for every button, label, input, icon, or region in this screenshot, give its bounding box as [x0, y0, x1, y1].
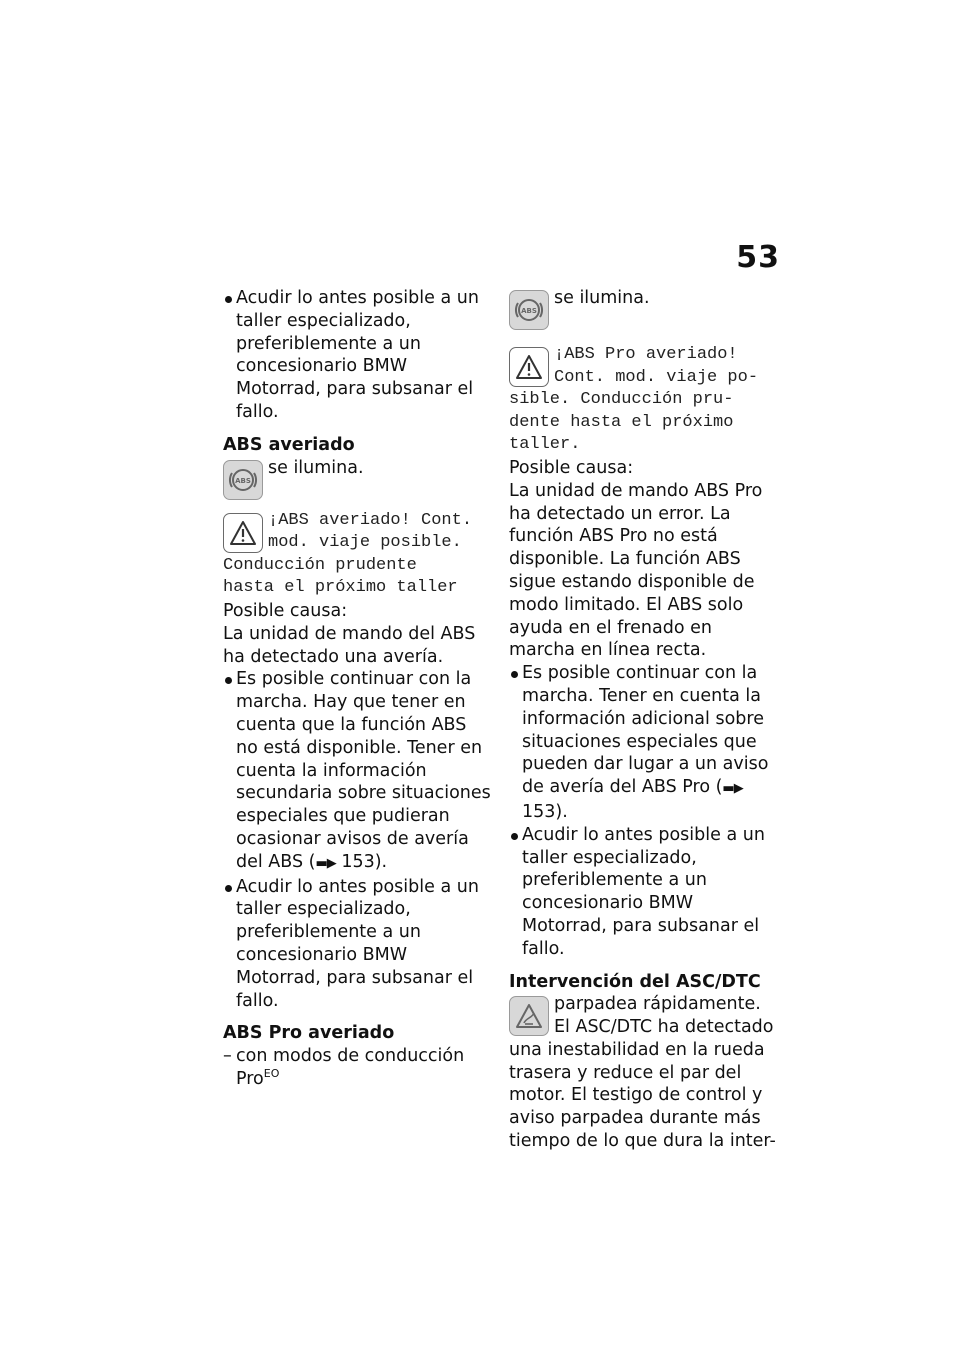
page-reference: 153).: [341, 851, 388, 872]
asc-dtc-text: parpadea rápidamente. El ASC/DTC ha detectado una inestabilidad en la rueda trasera y reduce el par del motor. El testigo de control y aviso parpadea durante más tiempo de lo que dura la inter-: [509, 994, 776, 1152]
abs-warning-light-icon: [509, 290, 549, 330]
warning-line: mod. viaje posible.: [268, 533, 462, 553]
left-column: [223, 287, 491, 1091]
asc-dtc-paragraph: [509, 993, 779, 1153]
warning-line: hasta el próximo taller: [223, 578, 458, 598]
page-reference-arrow-icon: ▬▶: [722, 781, 743, 797]
bullet-item: Es posible continuar con la marcha. Tener en cuenta la información adicional sobre situaciones especiales que pueden dar lugar a un aviso de avería del ABS Pro (▬▶ 153).: [509, 662, 779, 824]
bullet-item: Acudir lo antes posible a un taller especializado, preferiblemente a un concesionario BMW Motorrad, para subsanar el fallo.: [223, 287, 491, 424]
bullet-text: Es posible continuar con la marcha. Hay que tener en cuenta que la función ABS no está disponible. Tener en cuenta la información secundaria sobre situaciones especiales que pudieran ocasionar avisos de avería del ABS: [236, 669, 491, 872]
warning-line: dente hasta el próximo: [509, 412, 734, 432]
warning-line: ¡ABS Pro averiado!: [554, 345, 738, 364]
bullet-item: Acudir lo antes posible a un taller especializado, preferiblemente a un concesionario BMW Motorrad, para subsanar el fallo.: [223, 876, 491, 1013]
warning-message: [223, 510, 491, 600]
asc-dtc-warning-icon: [509, 996, 549, 1036]
cause-label: Posible causa:: [223, 600, 348, 621]
svg-text:ABS: ABS: [521, 307, 537, 315]
bullet-text: Es posible continuar con la marcha. Tener en cuenta la información adicional sobre situaciones especiales que pueden dar lugar a un aviso de avería del ABS Pro: [522, 663, 769, 798]
warning-line: Cont. mod. viaje po-: [554, 367, 759, 387]
cause-text: La unidad de mando del ABS ha detectado una avería.: [223, 623, 476, 667]
indicator-row: [223, 457, 491, 500]
warning-line: Conducción prudente: [223, 555, 417, 575]
indicator-text: se ilumina.: [554, 288, 650, 308]
indicator-text: se ilumina.: [268, 457, 364, 478]
warning-line: sible. Conducción pru-: [509, 390, 734, 410]
warning-line: taller.: [509, 435, 581, 455]
dash-item: [223, 1045, 491, 1091]
general-warning-triangle-icon: [223, 513, 263, 553]
svg-text:ABS: ABS: [235, 476, 251, 485]
warning-message: [509, 344, 779, 457]
right-column: [509, 287, 779, 1153]
page-reference: 153).: [522, 801, 568, 822]
indicator-row: [509, 287, 779, 330]
page-reference-arrow-icon: ▬▶: [315, 855, 336, 871]
section-heading-abs-pro-averiado: ABS Pro averiado: [223, 1023, 395, 1044]
general-warning-triangle-icon: [509, 347, 549, 387]
dash-text: con modos de conducción Pro: [236, 1046, 465, 1089]
page-number: 53: [736, 240, 780, 275]
equipment-superscript: EO: [263, 1067, 280, 1081]
abs-warning-light-icon: [223, 460, 263, 500]
bullet-item: Acudir lo antes posible a un taller especializado, preferiblemente a un concesionario BMW Motorrad, para subsanar el fallo.: [509, 824, 779, 961]
section-heading-abs-averiado: ABS averiado: [223, 434, 355, 455]
warning-line: ¡ABS averiado! Cont.: [268, 510, 473, 530]
cause-label: Posible causa:: [509, 457, 634, 478]
cause-text: La unidad de mando ABS Pro ha detectado un error. La función ABS Pro no está disponible. La función ABS sigue estando disponible de modo limitado. El ABS solo ayuda en el frenado en marcha en línea recta.: [509, 480, 763, 661]
section-heading-asc-dtc: Intervención del ASC/DTC: [509, 971, 761, 992]
bullet-item: Es posible continuar con la marcha. Hay que tener en cuenta que la función ABS no está disponible. Tener en cuenta la información secundaria sobre situaciones especiales que pudieran ocasionar avisos de avería del ABS (▬▶ 153).: [223, 668, 491, 875]
